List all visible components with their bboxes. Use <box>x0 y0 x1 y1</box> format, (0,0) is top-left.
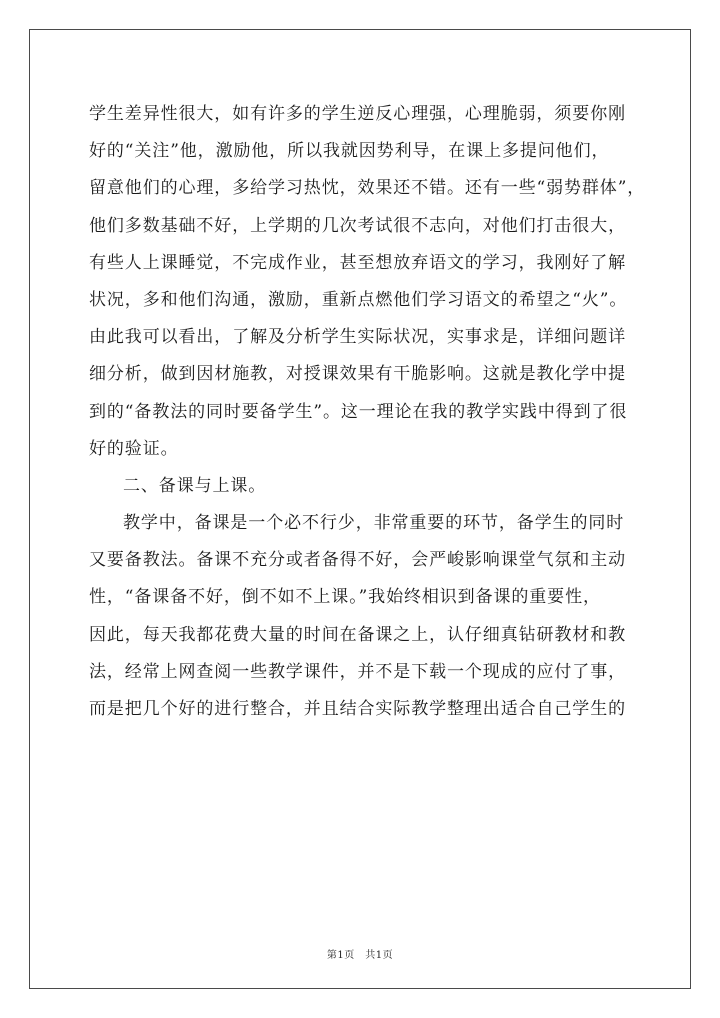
text-line: 好的“关注”他，激励他，所以我就因势利导，在课上多提问他们， <box>89 141 610 162</box>
document-body <box>89 96 649 728</box>
text-line: 学生差异性很大，如有许多的学生逆反心理强，心理脆弱，须要你刚 <box>89 104 626 124</box>
text-line: 状况，多和他们沟通，激励，重新点燃他们学习语文的希望之“火”。 <box>89 289 628 310</box>
text-line: 好的验证。 <box>89 438 179 459</box>
text-line: 又要备教法。备课不充分或者备得不好，会严峻影响课堂气氛和主动 <box>89 550 626 571</box>
text-line: 因此，每天我都花费大量的时间在备课之上，认仔细真钻研教材和教 <box>89 624 626 645</box>
text-line: 性，“备课备不好，倒不如不上课。”我始终相识到备课的重要性， <box>89 587 601 608</box>
text-line: 由此我可以看出，了解及分析学生实际状况，实事求是，详细问题详 <box>89 327 626 348</box>
text-line: 留意他们的心理，多给学习热忱，效果还不错。还有一些“弱势群体”， <box>89 178 646 199</box>
section-heading: 二、备课与上课。 <box>123 475 267 496</box>
text-line: 而是把几个好的进行整合，并且结合实际教学整理出适合自己学生的 <box>89 699 626 719</box>
page-number-footer: 第1页 共1页 <box>326 950 394 961</box>
text-line: 有些人上课睡觉，不完成作业，甚至想放弃语文的学习，我刚好了解 <box>89 252 626 273</box>
text-line: 到的“备教法的同时要备学生”。这一理论在我的教学实践中得到了很 <box>89 401 628 422</box>
text-line: 细分析，做到因材施教，对授课效果有干脆影响。这就是教化学中提 <box>89 364 626 385</box>
text-line: 教学中，备课是一个必不行少，非常重要的环节，备学生的同时 <box>123 513 625 534</box>
text-line: 法，经常上网查阅一些教学课件，并不是下载一个现成的应付了事， <box>89 661 626 682</box>
text-line: 他们多数基础不好，上学期的几次考试很不志向，对他们打击很大， <box>89 215 626 236</box>
